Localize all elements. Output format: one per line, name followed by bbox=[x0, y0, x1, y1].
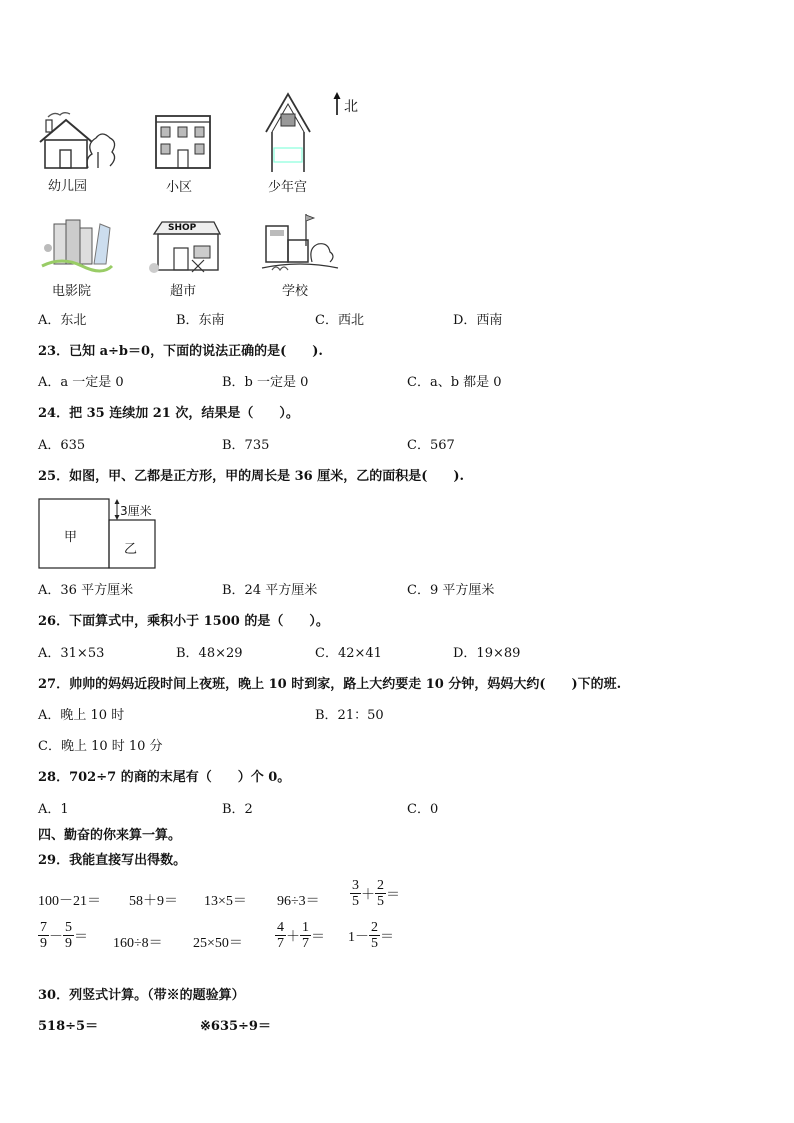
q29-item-6: $\frac{7}{9}$ － $\frac{5}{9}$ ＝ bbox=[40, 920, 88, 951]
youth-palace-icon bbox=[264, 92, 314, 174]
kindergarten-label: 幼儿园 bbox=[48, 179, 88, 194]
q30-item-1: 518÷5＝ bbox=[38, 1019, 99, 1034]
q30-stem: 30．列竖式计算。（带※的题验算） bbox=[38, 988, 245, 1003]
fraction: $\frac{3}{5}$ bbox=[352, 878, 359, 909]
community-picture bbox=[152, 112, 216, 194]
square-yi-label: 乙 bbox=[124, 542, 138, 557]
q25-squares-figure bbox=[38, 498, 160, 570]
q22-option-a[interactable]: A．东北 bbox=[38, 313, 87, 328]
q25-option-b[interactable]: B．24 平方厘米 bbox=[222, 583, 318, 598]
school-label: 学校 bbox=[282, 284, 309, 299]
school-picture bbox=[262, 212, 342, 302]
q27-option-b[interactable]: B．21：50 bbox=[315, 708, 384, 723]
youth-palace-picture bbox=[264, 92, 324, 194]
q29-item-5: $\frac{3}{5}$ ＋ $\frac{2}{5}$ ＝ bbox=[352, 878, 400, 909]
q28-option-b[interactable]: B．2 bbox=[222, 802, 253, 817]
north-label: 北 bbox=[344, 99, 358, 115]
dimension-label: 3厘米 bbox=[120, 504, 152, 518]
q29-item-3: 13×5＝ bbox=[204, 894, 247, 909]
shop-sign-text: SHOP bbox=[168, 223, 197, 233]
community-building-icon bbox=[152, 112, 214, 170]
cinema-picture bbox=[40, 214, 120, 298]
community-label: 小区 bbox=[166, 180, 193, 195]
q22-option-d[interactable]: D．西南 bbox=[453, 313, 503, 328]
fraction: $\frac{4}{7}$ bbox=[277, 920, 284, 951]
q26-option-a[interactable]: A．31×53 bbox=[38, 646, 105, 661]
supermarket-picture bbox=[148, 216, 228, 300]
q27-option-a[interactable]: A．晚上 10 时 bbox=[38, 708, 125, 723]
q25-option-a[interactable]: A．36 平方厘米 bbox=[38, 583, 134, 598]
fraction: $\frac{5}{9}$ bbox=[65, 920, 72, 951]
supermarket-label: 超市 bbox=[170, 284, 197, 299]
school-icon bbox=[262, 212, 340, 274]
q26-option-d[interactable]: D．19×89 bbox=[453, 646, 521, 661]
q24-option-a[interactable]: A．635 bbox=[38, 438, 86, 453]
q29-item-9: $\frac{4}{7}$ ＋ $\frac{1}{7}$ ＝ bbox=[277, 920, 325, 951]
q29-item-4: 96÷3＝ bbox=[277, 894, 320, 909]
q25-option-c[interactable]: C．9 平方厘米 bbox=[407, 583, 495, 598]
q29-item-8: 25×50＝ bbox=[193, 936, 243, 951]
q22-option-b[interactable]: B．东南 bbox=[176, 313, 225, 328]
q28-option-c[interactable]: C．0 bbox=[407, 802, 439, 817]
fraction: $\frac{2}{5}$ bbox=[371, 920, 378, 951]
q28-stem: 28．702÷7 的商的末尾有（ ）个 0。 bbox=[38, 770, 291, 785]
q28-option-a[interactable]: A．1 bbox=[38, 802, 69, 817]
q23-option-b[interactable]: B．b 一定是 0 bbox=[222, 375, 309, 390]
q26-option-b[interactable]: B．48×29 bbox=[176, 646, 243, 661]
q27-stem: 27．帅帅的妈妈近段时间上夜班，晚上 10 时到家，路上大约要走 10 分钟，妈妈大约( )下的班. bbox=[38, 677, 622, 692]
q26-option-c[interactable]: C．42×41 bbox=[315, 646, 382, 661]
q29-item-7: 160÷8＝ bbox=[113, 936, 163, 951]
q23-stem: 23．已知 a÷b＝0，下面的说法正确的是( ). bbox=[38, 344, 323, 359]
square-jia-label: 甲 bbox=[64, 530, 78, 545]
cinema-label: 电影院 bbox=[52, 284, 92, 299]
q27-option-c[interactable]: C．晚上 10 时 10 分 bbox=[38, 739, 163, 754]
fraction: $\frac{7}{9}$ bbox=[40, 920, 47, 951]
q23-option-a[interactable]: A．a 一定是 0 bbox=[38, 375, 124, 390]
q29-item-10: 1－ $\frac{2}{5}$ ＝ bbox=[348, 920, 394, 951]
fraction: $\frac{1}{7}$ bbox=[302, 920, 309, 951]
cinema-icon bbox=[40, 214, 114, 276]
kindergarten-picture bbox=[36, 102, 116, 194]
q29-item-2: 58＋9＝ bbox=[129, 894, 178, 909]
fraction: $\frac{2}{5}$ bbox=[377, 878, 384, 909]
youth-palace-label: 少年宫 bbox=[268, 180, 308, 195]
q26-stem: 26．下面算式中，乘积小于 1500 的是（ ）。 bbox=[38, 614, 329, 629]
q24-option-b[interactable]: B．735 bbox=[222, 438, 270, 453]
north-arrow-icon bbox=[332, 92, 344, 116]
kindergarten-icon bbox=[36, 102, 116, 172]
q24-stem: 24．把 35 连续加 21 次，结果是（ ）。 bbox=[38, 406, 299, 421]
section-4-heading: 四、勤奋的你来算一算。 bbox=[38, 828, 182, 843]
q25-stem: 25．如图，甲、乙都是正方形，甲的周长是 36 厘米，乙的面积是( ). bbox=[38, 469, 465, 484]
q30-item-2: ※635÷9＝ bbox=[200, 1019, 271, 1034]
q29-item-1: 100－21＝ bbox=[38, 894, 101, 909]
q24-option-c[interactable]: C．567 bbox=[407, 438, 455, 453]
q29-stem: 29．我能直接写出得数。 bbox=[38, 853, 187, 868]
q23-option-c[interactable]: C．a、b 都是 0 bbox=[407, 375, 502, 390]
q22-option-c[interactable]: C．西北 bbox=[315, 313, 364, 328]
